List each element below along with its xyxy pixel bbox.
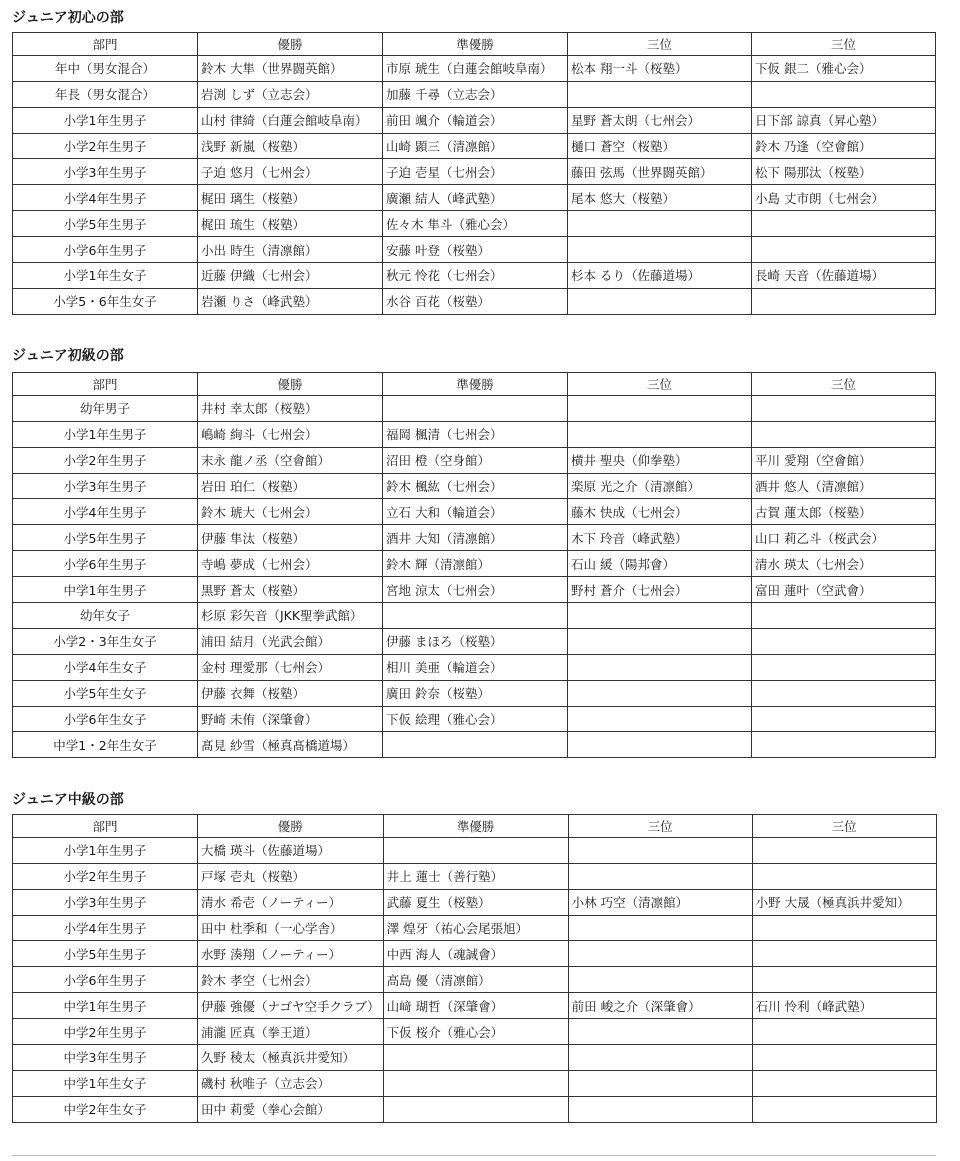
third-place-b-cell — [752, 706, 936, 732]
winner-cell: 清水 希壱（ノーティー） — [198, 889, 384, 915]
third-place-b-cell: 日下部 諒真（昇心塾） — [752, 107, 936, 133]
third-place-a-cell — [568, 967, 752, 993]
category-cell: 小学5年生男子 — [13, 211, 198, 237]
winner-cell: 岩田 珀仁（桜塾） — [198, 473, 383, 499]
header-third-place-b: 三位 — [752, 373, 936, 396]
third-place-a-cell: 前田 峻之介（深肇會） — [568, 993, 752, 1019]
table-row — [13, 680, 936, 706]
third-place-b-cell — [752, 1096, 936, 1122]
third-place-b-cell: 酒井 悠人（清凛館） — [752, 473, 936, 499]
winner-cell: 浦田 結月（光武会館） — [198, 628, 383, 654]
table-row — [13, 941, 937, 967]
runner-up-cell: 前田 颯介（輪道会） — [383, 107, 568, 133]
category-cell: 小学4年生男子 — [13, 185, 198, 211]
category-cell: 小学4年生女子 — [13, 654, 198, 680]
third-place-a-cell — [568, 706, 752, 732]
runner-up-cell — [383, 603, 568, 629]
table-row — [13, 706, 936, 732]
table-row — [13, 107, 936, 133]
winner-cell: 子迫 悠月（七州会） — [198, 159, 383, 185]
category-cell: 小学6年生男子 — [13, 967, 198, 993]
header-runner-up: 準優勝 — [383, 815, 568, 838]
third-place-b-cell — [752, 603, 936, 629]
third-place-a-cell — [568, 395, 752, 421]
header-third-place-a: 三位 — [568, 815, 752, 838]
winner-cell: 大橋 瑛斗（佐藤道場） — [198, 837, 384, 863]
runner-up-cell: 中西 海人（魂誠會） — [383, 941, 568, 967]
category-cell: 中学2年生女子 — [13, 1096, 198, 1122]
third-place-b-cell — [752, 81, 936, 107]
third-place-a-cell: 石山 緩（陽邦會） — [568, 551, 752, 577]
runner-up-cell: 下仮 桜介（雅心会） — [383, 1019, 568, 1045]
third-place-b-cell — [752, 1045, 936, 1071]
table-row — [13, 1070, 937, 1096]
third-place-a-cell: 楽原 光之介（清凛館） — [568, 473, 752, 499]
table-row — [13, 889, 937, 915]
third-place-b-cell: 山口 莉乙斗（桜武会） — [752, 525, 936, 551]
table-row — [13, 159, 936, 185]
third-place-b-cell — [752, 1070, 936, 1096]
runner-up-cell: 山崎 顕三（清凛館） — [383, 133, 568, 159]
table-header-row — [13, 373, 936, 396]
runner-up-cell: 秋元 怜花（七州会） — [383, 263, 568, 289]
winner-cell: 嶋崎 絢斗（七州会） — [198, 421, 383, 447]
table-row — [13, 473, 936, 499]
category-cell: 中学1・2年生女子 — [13, 732, 198, 758]
third-place-b-cell: 平川 愛翔（空會館） — [752, 447, 936, 473]
third-place-a-cell: 杉本 るり（佐藤道場） — [568, 263, 752, 289]
section-title: ジュニア初心の部 — [12, 10, 124, 26]
winner-cell: 鈴木 琥大（七州会） — [198, 499, 383, 525]
third-place-a-cell: 尾本 悠大（桜塾） — [568, 185, 752, 211]
category-cell: 中学1年生男子 — [13, 577, 198, 603]
runner-up-cell: 酒井 大知（清凛館） — [383, 525, 568, 551]
third-place-b-cell: 下仮 銀二（雅心会） — [752, 55, 936, 81]
category-cell: 小学4年生男子 — [13, 499, 198, 525]
table-header-row — [13, 33, 936, 56]
table-row — [13, 993, 937, 1019]
header-category: 部門 — [13, 373, 198, 396]
category-cell: 中学1年生女子 — [13, 1070, 198, 1096]
category-cell: 小学4年生男子 — [13, 915, 198, 941]
third-place-a-cell — [568, 603, 752, 629]
category-cell: 小学2年生男子 — [13, 133, 198, 159]
third-place-a-cell — [568, 421, 752, 447]
category-cell: 小学2・3年生女子 — [13, 628, 198, 654]
runner-up-cell — [383, 1045, 568, 1071]
runner-up-cell: 水谷 百花（桜塾） — [383, 288, 568, 314]
runner-up-cell: 沼田 橙（空身館） — [383, 447, 568, 473]
category-cell: 小学5年生女子 — [13, 680, 198, 706]
winner-cell: 梶田 璃生（桜塾） — [198, 185, 383, 211]
runner-up-cell: 立石 大和（輪道会） — [383, 499, 568, 525]
category-cell: 小学3年生男子 — [13, 889, 198, 915]
third-place-b-cell — [752, 628, 936, 654]
table-row — [13, 263, 936, 289]
third-place-b-cell — [752, 915, 936, 941]
table-row — [13, 237, 936, 263]
table-row — [13, 288, 936, 314]
third-place-a-cell — [568, 1045, 752, 1071]
table-row — [13, 915, 937, 941]
category-cell: 小学1年生男子 — [13, 837, 198, 863]
winner-cell: 久野 稜太（極真浜井愛知） — [198, 1045, 384, 1071]
third-place-a-cell — [568, 288, 752, 314]
third-place-a-cell — [568, 732, 752, 758]
winner-cell: 磯村 秋唯子（立志会） — [198, 1070, 384, 1096]
winner-cell: 末永 龍ノ丞（空會館） — [198, 447, 383, 473]
category-cell: 中学1年生男子 — [13, 993, 198, 1019]
third-place-a-cell — [568, 81, 752, 107]
third-place-a-cell: 横井 聖央（仰拳塾） — [568, 447, 752, 473]
table-row — [13, 421, 936, 447]
table-row — [13, 732, 936, 758]
third-place-b-cell — [752, 941, 936, 967]
table-row — [13, 577, 936, 603]
category-cell: 小学1年生男子 — [13, 421, 198, 447]
third-place-b-cell: 古賀 蓮太郎（桜塾） — [752, 499, 936, 525]
category-cell: 小学3年生男子 — [13, 159, 198, 185]
third-place-b-cell: 清水 瑛太（七州会） — [752, 551, 936, 577]
third-place-b-cell — [752, 237, 936, 263]
winner-cell: 岩渕 しず（立志会） — [198, 81, 383, 107]
category-cell: 幼年女子 — [13, 603, 198, 629]
table-row — [13, 967, 937, 993]
third-place-b-cell — [752, 732, 936, 758]
category-cell: 年中（男女混合） — [13, 55, 198, 81]
winner-cell: 伊藤 強優（ナゴヤ空手クラブ） — [198, 993, 384, 1019]
runner-up-cell: 宮地 涼太（七州会） — [383, 577, 568, 603]
header-winner: 優勝 — [198, 33, 383, 56]
category-cell: 小学2年生男子 — [13, 863, 198, 889]
third-place-b-cell: 鈴木 乃逢（空會館） — [752, 133, 936, 159]
category-cell: 小学3年生男子 — [13, 473, 198, 499]
third-place-b-cell — [752, 288, 936, 314]
third-place-a-cell — [568, 1070, 752, 1096]
winner-cell: 杉原 彩矢音（JKK聖拳武館） — [198, 603, 383, 629]
winner-cell: 浦瀧 匠真（拳王道） — [198, 1019, 384, 1045]
third-place-a-cell — [568, 237, 752, 263]
third-place-a-cell — [568, 837, 752, 863]
third-place-b-cell — [752, 967, 936, 993]
winner-cell: 井村 幸太郎（桜塾） — [198, 395, 383, 421]
header-third-place-a: 三位 — [568, 373, 752, 396]
header-category: 部門 — [13, 815, 198, 838]
table-row — [13, 395, 936, 421]
winner-cell: 近藤 伊織（七州会） — [198, 263, 383, 289]
third-place-a-cell — [568, 680, 752, 706]
third-place-a-cell — [568, 863, 752, 889]
section-title: ジュニア中級の部 — [12, 792, 124, 808]
table-row — [13, 499, 936, 525]
winner-cell: 水野 湊翔（ノーティー） — [198, 941, 384, 967]
third-place-b-cell: 長崎 天音（佐藤道場） — [752, 263, 936, 289]
winner-cell: 梶田 琉生（桜塾） — [198, 211, 383, 237]
winner-cell: 伊藤 衣舞（桜塾） — [198, 680, 383, 706]
runner-up-cell: 安藤 叶登（桜塾） — [383, 237, 568, 263]
category-cell: 小学2年生男子 — [13, 447, 198, 473]
category-cell: 小学1年生男子 — [13, 107, 198, 133]
section-title: ジュニア初級の部 — [12, 348, 124, 364]
runner-up-cell — [383, 837, 568, 863]
runner-up-cell: 伊藤 まほろ（桜塾） — [383, 628, 568, 654]
third-place-a-cell — [568, 654, 752, 680]
runner-up-cell: 武藤 夏生（桜塾） — [383, 889, 568, 915]
runner-up-cell: 子迫 壱星（七州会） — [383, 159, 568, 185]
runner-up-cell — [383, 395, 568, 421]
runner-up-cell: 高島 優（清凛館） — [383, 967, 568, 993]
category-cell: 小学6年生男子 — [13, 237, 198, 263]
runner-up-cell: 佐々木 隼斗（雅心会） — [383, 211, 568, 237]
table-row — [13, 628, 936, 654]
runner-up-cell: 井上 蓮士（善行塾） — [383, 863, 568, 889]
table-header-row — [13, 815, 937, 838]
third-place-b-cell — [752, 1019, 936, 1045]
third-place-a-cell: 樋口 蒼空（桜塾） — [568, 133, 752, 159]
table-row — [13, 863, 937, 889]
runner-up-cell: 加藤 千尋（立志会） — [383, 81, 568, 107]
third-place-a-cell: 藤田 弦馬（世界闘英館） — [568, 159, 752, 185]
category-cell: 小学5年生男子 — [13, 525, 198, 551]
winner-cell: 野崎 未侑（深肇會） — [198, 706, 383, 732]
third-place-b-cell — [752, 421, 936, 447]
results-table — [12, 372, 936, 758]
winner-cell: 髙見 紗雪（極真髙橋道場） — [198, 732, 383, 758]
runner-up-cell: 相川 美亜（輪道会） — [383, 654, 568, 680]
winner-cell: 黒野 蒼太（桜塾） — [198, 577, 383, 603]
third-place-b-cell — [752, 837, 936, 863]
third-place-b-cell — [752, 211, 936, 237]
third-place-b-cell — [752, 654, 936, 680]
table-row — [13, 81, 936, 107]
winner-cell: 寺嶋 夢成（七州会） — [198, 551, 383, 577]
third-place-a-cell: 星野 蒼太朗（七州会） — [568, 107, 752, 133]
table-row — [13, 603, 936, 629]
category-cell: 小学6年生男子 — [13, 551, 198, 577]
header-winner: 優勝 — [198, 815, 384, 838]
category-cell: 小学5・6年生女子 — [13, 288, 198, 314]
table-row — [13, 1019, 937, 1045]
header-category: 部門 — [13, 33, 198, 56]
table-row — [13, 525, 936, 551]
header-runner-up: 準優勝 — [383, 33, 568, 56]
table-row — [13, 551, 936, 577]
third-place-a-cell: 小林 巧空（清凛館） — [568, 889, 752, 915]
winner-cell: 小出 時生（清凛館） — [198, 237, 383, 263]
category-cell: 小学1年生女子 — [13, 263, 198, 289]
table-row — [13, 211, 936, 237]
category-cell: 中学2年生男子 — [13, 1019, 198, 1045]
third-place-b-cell: 松下 陽那汰（桜塾） — [752, 159, 936, 185]
third-place-a-cell — [568, 211, 752, 237]
third-place-b-cell — [752, 863, 936, 889]
third-place-a-cell: 木下 玲音（峰武塾） — [568, 525, 752, 551]
category-cell: 年長（男女混合） — [13, 81, 198, 107]
winner-cell: 鈴木 孝空（七州会） — [198, 967, 384, 993]
winner-cell: 浅野 新嵐（桜塾） — [198, 133, 383, 159]
runner-up-cell: 市原 琥生（白蓮会館岐阜南） — [383, 55, 568, 81]
table-row — [13, 185, 936, 211]
header-third-place-b: 三位 — [752, 815, 936, 838]
runner-up-cell: 澤 煌牙（祐心会尾張旭） — [383, 915, 568, 941]
winner-cell: 岩瀬 りさ（峰武塾） — [198, 288, 383, 314]
table-row — [13, 837, 937, 863]
header-runner-up: 準優勝 — [383, 373, 568, 396]
table-row — [13, 133, 936, 159]
category-cell: 小学5年生男子 — [13, 941, 198, 967]
winner-cell: 山村 律綺（白蓮会館岐阜南） — [198, 107, 383, 133]
header-winner: 優勝 — [198, 373, 383, 396]
runner-up-cell: 山﨑 瑚哲（深肇會） — [383, 993, 568, 1019]
winner-cell: 田中 杜季和（一心学舎） — [198, 915, 384, 941]
third-place-b-cell: 小野 大晟（極真浜井愛知） — [752, 889, 936, 915]
runner-up-cell: 福岡 楓清（七州会） — [383, 421, 568, 447]
third-place-b-cell: 富田 蓮叶（空武會） — [752, 577, 936, 603]
table-row — [13, 654, 936, 680]
runner-up-cell — [383, 1070, 568, 1096]
winner-cell: 伊藤 隼汰（桜塾） — [198, 525, 383, 551]
table-row — [13, 1096, 937, 1122]
runner-up-cell: 鈴木 輝（清凛館） — [383, 551, 568, 577]
third-place-b-cell — [752, 680, 936, 706]
third-place-a-cell: 藤木 快成（七州会） — [568, 499, 752, 525]
category-cell: 幼年男子 — [13, 395, 198, 421]
winner-cell: 田中 莉愛（拳心会館） — [198, 1096, 384, 1122]
third-place-a-cell — [568, 1096, 752, 1122]
third-place-b-cell: 石川 怜利（峰武塾） — [752, 993, 936, 1019]
third-place-a-cell — [568, 628, 752, 654]
runner-up-cell — [383, 732, 568, 758]
table-row — [13, 55, 936, 81]
third-place-a-cell — [568, 1019, 752, 1045]
table-row — [13, 1045, 937, 1071]
category-cell: 中学3年生男子 — [13, 1045, 198, 1071]
winner-cell: 金村 理愛那（七州会） — [198, 654, 383, 680]
third-place-a-cell: 松本 翔一斗（桜塾） — [568, 55, 752, 81]
third-place-b-cell: 小島 丈市朗（七州会） — [752, 185, 936, 211]
header-third-place-b: 三位 — [752, 33, 936, 56]
header-third-place-a: 三位 — [568, 33, 752, 56]
third-place-a-cell — [568, 941, 752, 967]
table-row — [13, 447, 936, 473]
runner-up-cell: 廣瀬 結人（峰武塾） — [383, 185, 568, 211]
runner-up-cell: 鈴木 楓紘（七州会） — [383, 473, 568, 499]
third-place-b-cell — [752, 395, 936, 421]
category-cell: 小学6年生女子 — [13, 706, 198, 732]
runner-up-cell: 下仮 絵理（雅心会） — [383, 706, 568, 732]
page-bottom-rule — [12, 1155, 936, 1156]
third-place-a-cell: 野村 蒼介（七州会） — [568, 577, 752, 603]
results-table — [12, 814, 937, 1123]
winner-cell: 戸塚 壱丸（桜塾） — [198, 863, 384, 889]
winner-cell: 鈴木 大隼（世界闘英館） — [198, 55, 383, 81]
results-table — [12, 32, 936, 315]
third-place-a-cell — [568, 915, 752, 941]
runner-up-cell — [383, 1096, 568, 1122]
runner-up-cell: 廣田 鈴奈（桜塾） — [383, 680, 568, 706]
